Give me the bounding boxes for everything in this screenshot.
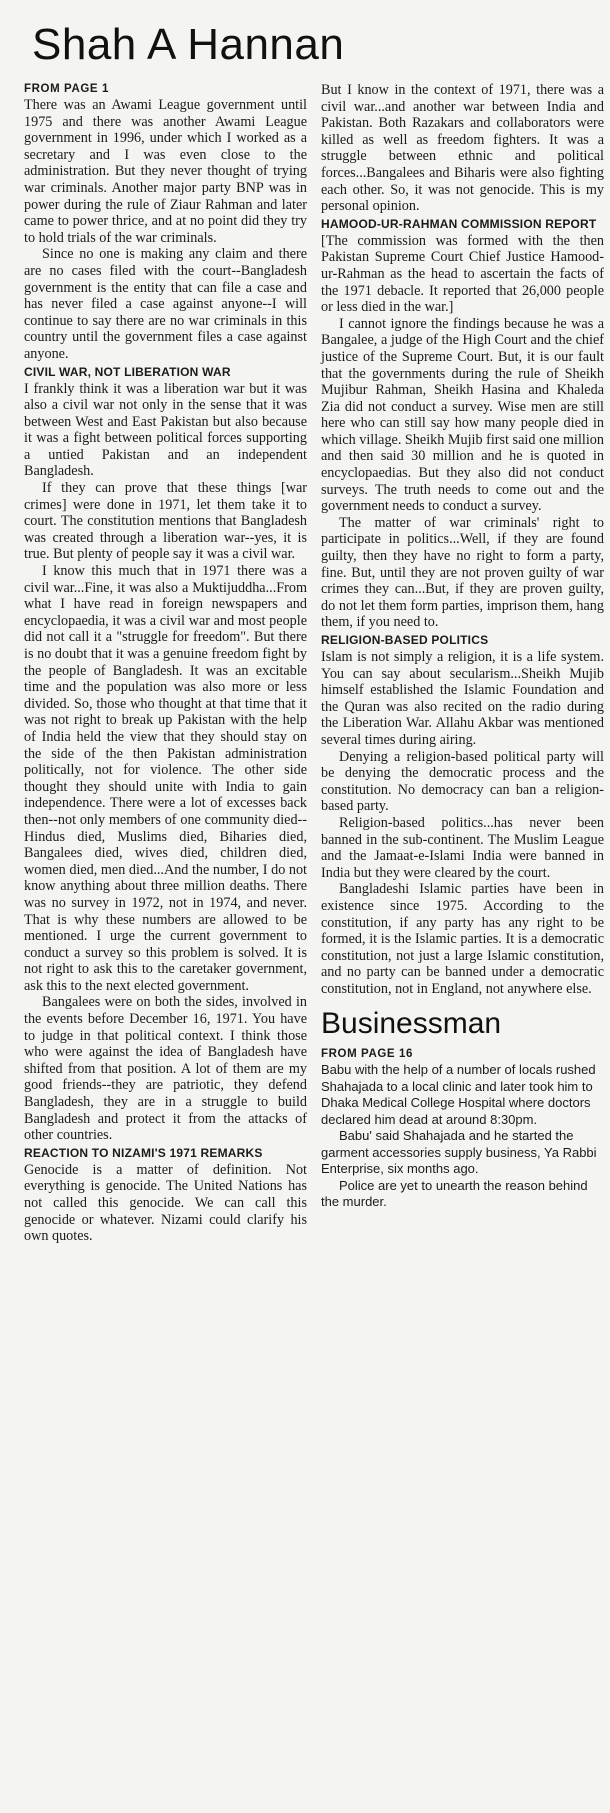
paragraph: Bangalees were on both the sides, involved in the events before December 16, 1971. You have to judge in that political context. I think those who were against the idea of Bangladesh have shifted from that position. A lot of them are my good friends--they are patriotic, they defend Bangladesh, they are in a struggle to build Bangladesh and protect it from the attacks of other countries. xyxy=(24,994,307,1144)
paragraph: I cannot ignore the findings because he was a Bangalee, a judge of the High Court and the chief justice of the Supreme Court. But, it is our fault that the governments during the rule of Sheikh Mujibur Rahman, Sheikh Hasina and Khaleda Zia did not conduct a survey. Wise men are still here who can still say how many people died in which village. Sheikh Mujib first said one million and then said 30 million and he is quoted in encyclopaedias. But they also did not conduct surveys. The truth needs to come out and the government needs to conduct a survey. xyxy=(321,315,604,515)
paragraph: There was an Awami League government until 1975 and there was another Awami League government in 1996, under which I worked as a secretary and I was even close to the administration. But they never thought of trying war criminals. Another major party BNP was in power during the rule of Ziaur Rahman and later came to power thrice, and at no point did they try to hold trials of the war criminals. xyxy=(24,97,307,246)
businessman-article xyxy=(321,1047,604,1211)
paragraph: [The commission was formed with the then Pakistan Supreme Court Chief Justice Hamood-ur-Rahman as the head to ascertain the facts of the 1971 debacle. It reported that 26,000 people or less died in the war.] xyxy=(321,232,604,316)
paragraph: I know this much that in 1971 there was a civil war...Fine, it was also a Muktijuddha...From what I have read in foreign newspapers and encyclopaedia, it was a civil war and most people did not call it a "struggle for freedom". But there is no doubt that it was a genuine freedom fight by the people of Bangladesh. It was an excitable time and the population was also more or less divided. So, those who thought at that time that it was not right to break up Pakistan with the help of India held the view that they should stay on the side of the then Pakistan administration politically, not for violence. The other side thought they should unite with India to gain independence. There were a lot of excesses back then--not only members of one community died--Hindus died, Muslims died, Biharies died, Bangalees died, wives died, children died, women died, men died...And the number, I do not know anything about three million deaths. There was no survey in 1972, not in 1974, and never. That is why these numbers are allowed to be mentioned. I urge the current government to conduct a survey so this problem is solved. It is not right to ask this to the caretaker government, ask this to the next elected government. xyxy=(24,563,307,994)
paragraph: Babu with the help of a number of locals rushed Shahajada to a local clinic and later took him to Dhaka Medical College Hospital where doctors declared him dead at around 8:30pm. xyxy=(321,1062,596,1127)
paragraph: I frankly think it was a liberation war but it was also a civil war not only in the sense that it was between West and East Pakistan but also because it was a fight between political forces supporting a untied Pakistan and an independent Bangladesh. xyxy=(24,380,307,480)
subheading: RELIGION-BASED POLITICS xyxy=(321,633,489,647)
column-left xyxy=(24,82,307,1245)
subheading: CIVIL WAR, NOT LIBERATION WAR xyxy=(24,364,231,379)
subheading: HAMOOD-UR-RAHMAN COMMISSION REPORT xyxy=(321,216,597,231)
paragraph: Since no one is making any claim and there are no cases filed with the court--Bangladesh government is the entity that can file a case and has never filed a case against anyone--I will continue to say there are no war criminals in this country until the government files a case against anyone. xyxy=(24,246,307,362)
paragraph: Religion-based politics...has never been banned in the sub-continent. The Muslim League and the Jamaat-e-Islami India were banned in India but they were cleared by the court. xyxy=(321,814,604,881)
column-right xyxy=(321,82,604,1245)
subheading: REACTION TO NIZAMI'S 1971 REMARKS xyxy=(24,1145,263,1160)
jump-line: FROM PAGE 16 xyxy=(321,1048,413,1061)
businessman-headline: Businessman xyxy=(321,1007,502,1041)
paragraph: Babu' said Shahajada and he started the garment accessories supply business, Ya Rabbi Enterprise, six months ago. xyxy=(321,1128,597,1177)
paragraph: Islam is not simply a religion, it is a life system. You can say about secularism...Sheikh Mujib himself established the Islamic Foundation and the Quran was also recited on the radio during the Liberation War. Allahu Akbar was mentioned several times during airing. xyxy=(321,649,604,748)
jump-line: FROM PAGE 1 xyxy=(24,83,109,95)
paragraph: But I know in the context of 1971, there was a civil war...and another war between India and Pakistan. Both Razakars and collaborators were killed as well as freedom fighters. It was a struggle between ethnic and political forces...Bangalees and Biharis were also fighting each other. So, it was not genocide. This is my personal opinion. xyxy=(321,82,604,215)
paragraph: Bangladeshi Islamic parties have been in existence since 1975. According to the constitution, if any party has any right to be formed, it is the Islamic parties. It is a democratic constitution, not just a large Islamic constitution, and no party can be banned under a democratic constitution, not in England, not anywhere else. xyxy=(321,881,604,997)
paragraph: If they can prove that these things [war crimes] were done in 1971, let them take it to court. The constitution mentions that Bangladesh was created through a liberation war--yes, it is true. But plenty of people say it was a civil war. xyxy=(24,480,307,563)
article-columns xyxy=(24,82,604,1245)
page-headline: Shah A Hannan xyxy=(32,20,345,69)
paragraph: Genocide is a matter of definition. Not everything is genocide. The United Nations has not called this genocide. We can call this genocide or whatever. Nizami could clarify his own quotes. xyxy=(24,1161,307,1245)
paragraph: Denying a religion-based political party will be denying the democratic process and the constitution. No democracy can ban a religion-based party. xyxy=(321,748,604,815)
paragraph: The matter of war criminals' right to participate in politics...Well, if they are found guilty, then they have no right to form a party, fine. But, until they are not proven guilty of war crimes they can...But, if they are proven guilty, do not let them form parties, imprison them, hang them, if you need to. xyxy=(321,514,604,631)
paragraph: Police are yet to unearth the reason behind the murder. xyxy=(321,1177,588,1210)
